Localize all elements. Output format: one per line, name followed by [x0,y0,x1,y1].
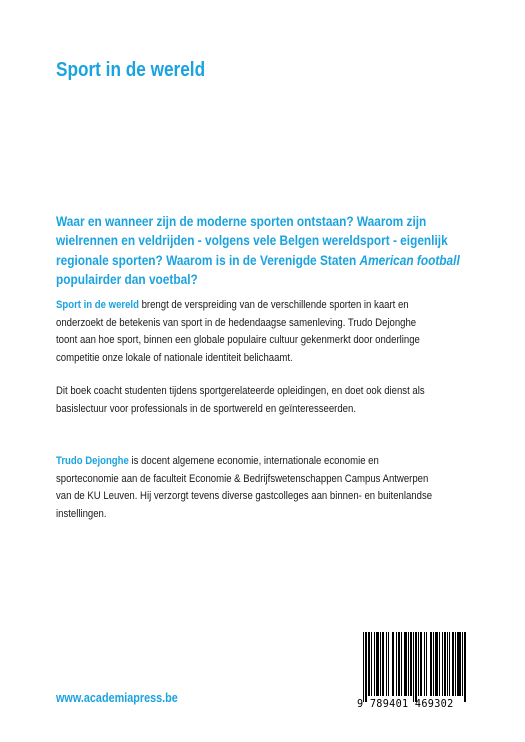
lead-line-1: Waar en wanneer zijn de moderne sporten ontstaan? Waarom zijn [56,214,427,229]
barcode-gap [466,632,467,696]
isbn-digits: 9 789401 469302 [357,699,454,710]
audience-line-2: basislectuur voor professionals in de sportwereld en geïnteresseerden. [56,402,356,415]
lead-line-2: wielrennen en veldrijden - volgens vele Belgen wereldsport - eigenlijk [56,233,448,249]
lead-line-3 [56,251,469,270]
author-name: Trudo Dejonghe [56,455,129,467]
book-title: Sport in de wereld [56,59,206,81]
lead-line-3-text: regionale sporten? Waarom is in de Verenigde Staten [56,252,360,268]
lead-line-3-italic: American football [359,252,460,268]
author-bio-paragraph [56,453,493,523]
description-book-title: Sport in de wereld [56,299,139,311]
description-line-1-text: brengt de verspreiding van de verschillende sporten in kaart en [138,299,409,311]
barcode-bars [363,632,469,702]
publisher-website-link[interactable]: www.academiapress.be [56,691,178,705]
author-bio-line-1-text: is docent algemene economie, internationale economie en [128,455,379,467]
description-line-4: competitie onze lokale of nationale identiteit belichaamt. [56,351,293,364]
audience-paragraph [56,383,493,418]
isbn-barcode [357,632,469,720]
lead-question-text [56,212,469,290]
author-bio-line-1 [56,453,493,471]
description-paragraph [56,297,493,367]
author-bio-line-2: sporteconomie aan de faculteit Economie & Bedrijfswetenschappen Campus Antwerpen [56,472,429,485]
description-line-3: toont aan hoe sport, binnen een globale populaire cultuur gekenmerkt door onderlinge [56,334,420,347]
description-line-2: onderzoekt de betekenis van sport in de hedendaagse samenleving. Trudo Dejonghe [56,316,417,329]
audience-line-1: Dit boek coacht studenten tijdens sportgerelateerde opleidingen, en doet ook dienst als [56,385,425,397]
author-bio-line-3: van de KU Leuven. Hij verzorgt tevens diverse gastcolleges aan binnen- en buitenlandse [56,490,433,503]
author-bio-line-4: instellingen. [56,507,107,520]
lead-line-4: populairder dan voetbal? [56,272,198,288]
description-line-1 [56,297,493,315]
